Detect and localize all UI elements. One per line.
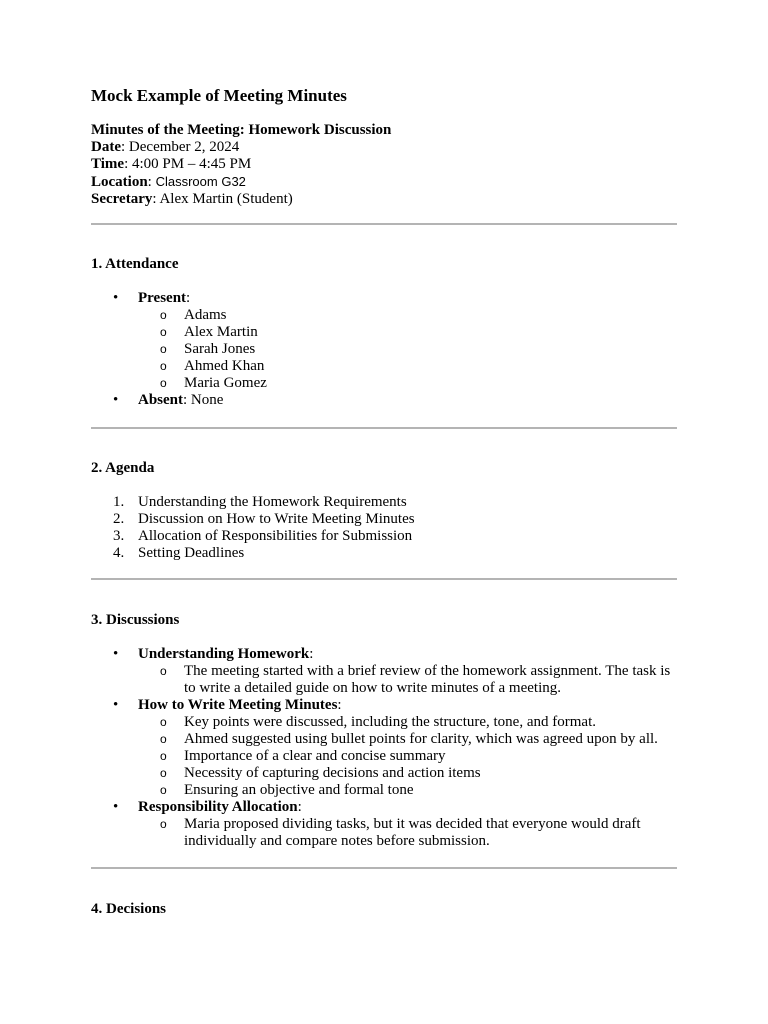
- discussion-point-text: Ahmed suggested using bullet points for clarity, which was agreed upon by all.: [184, 731, 658, 747]
- attendee-item: [91, 358, 677, 375]
- sub-bullet-marker: o: [160, 817, 167, 831]
- attendee-item: [91, 324, 677, 341]
- discussion-point: [91, 765, 677, 782]
- agenda-item: [91, 511, 677, 528]
- discussion-point-text: The meeting started with a brief review of the homework assignment. The task is to write a detailed guide on how to write minutes of a meeting.: [184, 663, 671, 696]
- agenda-item: [91, 494, 677, 511]
- sub-bullet-marker: o: [160, 359, 167, 373]
- section-divider: [91, 867, 677, 869]
- sub-bullet-marker: o: [160, 715, 167, 729]
- present-item: [91, 290, 677, 307]
- sub-bullet-marker: o: [160, 376, 167, 390]
- sub-bullet-marker: o: [160, 342, 167, 356]
- attendee-name: Adams: [184, 307, 227, 323]
- sub-bullet-marker: o: [160, 732, 167, 746]
- agenda-number: 3.: [113, 528, 125, 544]
- sub-bullet-marker: o: [160, 783, 167, 797]
- discussion-point-text: Maria proposed dividing tasks, but it was decided that everyone would draft individually and compare notes before submission.: [184, 816, 641, 849]
- agenda-item: [91, 545, 677, 562]
- absent-item: [91, 392, 677, 409]
- discussion-point-text: Necessity of capturing decisions and action items: [184, 765, 481, 781]
- bullet-marker: •: [113, 290, 119, 306]
- meeting-header: [91, 122, 391, 208]
- present-label: Present: [138, 290, 187, 306]
- date-value: : December 2, 2024: [121, 139, 240, 155]
- section-divider: [91, 578, 677, 580]
- agenda-text: Setting Deadlines: [138, 545, 245, 561]
- discussion-topic: [91, 646, 677, 663]
- topic-separator: :: [297, 799, 302, 815]
- meeting-time: [91, 156, 391, 173]
- topic-label: Understanding Homework: [138, 646, 310, 662]
- discussion-point: [91, 748, 677, 765]
- bullet-marker: •: [113, 646, 119, 662]
- present-separator: :: [186, 290, 191, 306]
- attendee-item: [91, 341, 677, 358]
- document-title: Mock Example of Meeting Minutes: [91, 86, 347, 105]
- discussions-list: [91, 646, 677, 850]
- date-label: Date: [91, 139, 121, 155]
- agenda-number: 2.: [113, 511, 125, 527]
- meeting-secretary: [91, 191, 391, 208]
- agenda-number: 1.: [113, 494, 125, 510]
- discussion-point: [91, 782, 677, 799]
- attendee-item: [91, 307, 677, 324]
- attendance-list: [91, 290, 677, 409]
- attendee-name: Maria Gomez: [184, 375, 267, 391]
- attendee-name: Ahmed Khan: [184, 358, 265, 374]
- agenda-item: [91, 528, 677, 545]
- meeting-date: [91, 139, 391, 156]
- topic-label: How to Write Meeting Minutes: [138, 697, 338, 713]
- discussion-point-text: Importance of a clear and concise summary: [184, 748, 446, 764]
- sub-bullet-marker: o: [160, 664, 167, 678]
- agenda-heading: 2. Agenda: [91, 460, 155, 476]
- topic-separator: :: [337, 697, 342, 713]
- meeting-location: [91, 173, 391, 191]
- topic-separator: :: [309, 646, 314, 662]
- discussion-point-text: Key points were discussed, including the structure, tone, and format.: [184, 714, 596, 730]
- bullet-marker: •: [113, 392, 119, 408]
- secretary-value: : Alex Martin (Student): [152, 191, 293, 207]
- location-value: Classroom G32: [155, 174, 246, 189]
- discussion-point: [91, 731, 677, 748]
- sub-bullet-marker: o: [160, 766, 167, 780]
- discussion-point-text: Ensuring an objective and formal tone: [184, 782, 414, 798]
- bullet-marker: •: [113, 697, 119, 713]
- sub-bullet-marker: o: [160, 325, 167, 339]
- meeting-subject: [91, 122, 391, 139]
- absent-value: : None: [183, 392, 224, 408]
- secretary-label: Secretary: [91, 191, 153, 207]
- agenda-list: [91, 494, 677, 562]
- location-separator: :: [147, 174, 156, 190]
- topic-label: Responsibility Allocation: [138, 799, 298, 815]
- absent-label: Absent: [138, 392, 184, 408]
- attendee-item: [91, 375, 677, 392]
- discussion-topic: [91, 799, 677, 816]
- discussions-heading: 3. Discussions: [91, 612, 180, 628]
- discussion-topic: [91, 697, 677, 714]
- time-value: : 4:00 PM – 4:45 PM: [124, 156, 252, 172]
- sub-bullet-marker: o: [160, 308, 167, 322]
- agenda-number: 4.: [113, 545, 125, 561]
- attendee-name: Alex Martin: [184, 324, 258, 340]
- agenda-text: Discussion on How to Write Meeting Minutes: [138, 511, 415, 527]
- bullet-marker: •: [113, 799, 119, 815]
- section-divider: [91, 223, 677, 225]
- discussion-point: [91, 816, 677, 850]
- agenda-text: Allocation of Responsibilities for Submission: [138, 528, 413, 544]
- time-label: Time: [91, 156, 125, 172]
- sub-bullet-marker: o: [160, 749, 167, 763]
- discussion-point: [91, 714, 677, 731]
- decisions-heading: 4. Decisions: [91, 901, 166, 917]
- attendance-heading: 1. Attendance: [91, 256, 179, 272]
- attendee-name: Sarah Jones: [184, 341, 256, 357]
- section-divider: [91, 427, 677, 429]
- agenda-text: Understanding the Homework Requirements: [138, 494, 407, 510]
- meeting-subject-text: Minutes of the Meeting: Homework Discussion: [91, 122, 392, 138]
- discussion-point: [91, 663, 677, 697]
- location-label: Location: [91, 174, 148, 190]
